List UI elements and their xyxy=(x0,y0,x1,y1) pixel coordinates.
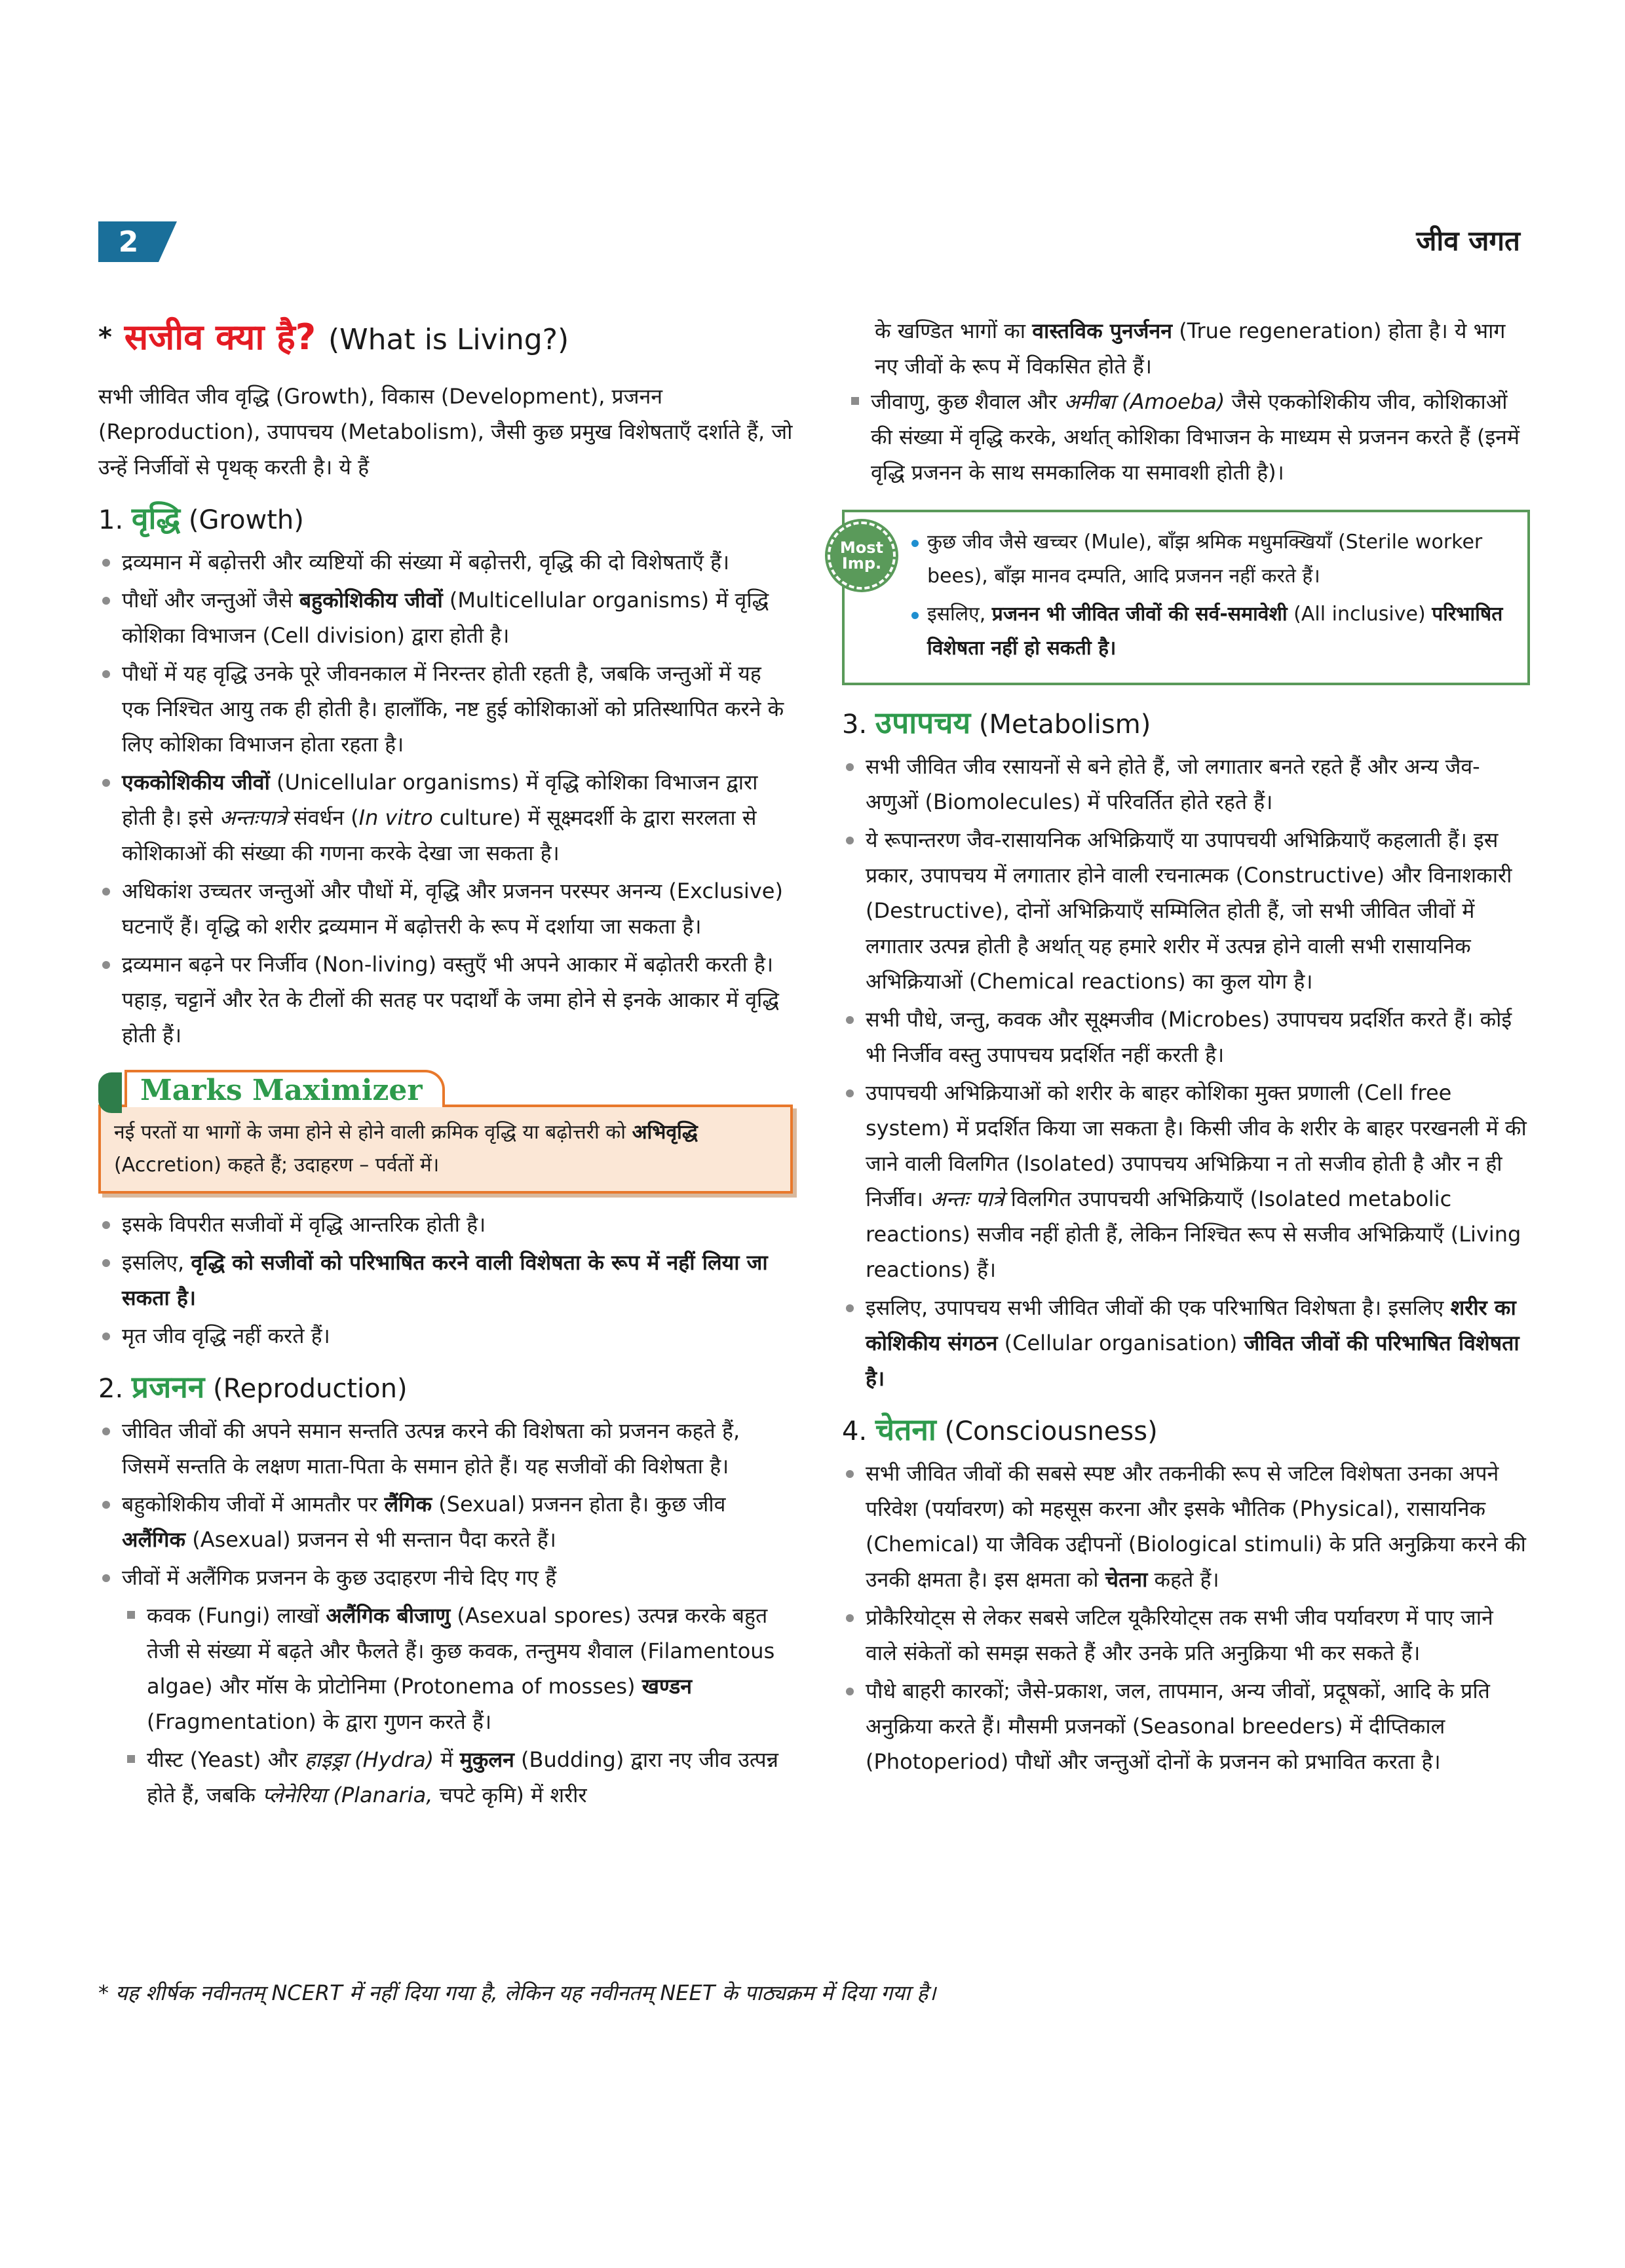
text-run: संवर्धन ( xyxy=(286,805,359,830)
bold-term: मुकुलन xyxy=(459,1747,514,1772)
italic-term: अन्तः पात्रे xyxy=(930,1186,1004,1211)
text-run: कहते हैं। xyxy=(1147,1567,1219,1592)
sub-list-item xyxy=(124,1742,793,1813)
text-run: (Accretion) कहते हैं; उदाहरण – पर्वतों में। xyxy=(114,1154,440,1177)
list-item xyxy=(98,582,793,653)
list-item: इसके विपरीत सजीवों में वृद्धि आन्तरिक होती है। xyxy=(98,1207,793,1242)
badge-text: Most xyxy=(839,539,884,557)
most-important-badge-icon xyxy=(828,521,896,590)
text-run: कवक (Fungi) लाखों xyxy=(147,1603,326,1628)
text-run: जीवाणु, कुछ शैवाल और xyxy=(871,389,1064,414)
text-run: (True regeneration) होता है। ये भाग नए जीवों के रूप में विकसित होते हैं। xyxy=(875,318,1506,379)
section-consciousness-title xyxy=(842,1410,1530,1450)
italic-term: प्लेनेरिया (Planaria, xyxy=(262,1783,433,1807)
text-run: नई परतों या भागों के जमा होने से होने वाली क्रमिक वृद्धि या बढ़ोत्तरी को xyxy=(114,1121,632,1144)
bold-term: लैंगिक xyxy=(384,1492,432,1517)
bold-term: परिभाषित विशेषता नहीं हो सकती है। xyxy=(927,603,1503,660)
list-item: सभी जीवित जीव रसायनों से बने होते हैं, जो लगातार बनते रहते हैं और अन्य जैव-अणुओं (Biomolecules) में परिवर्तित होते रहते हैं। xyxy=(842,749,1530,820)
section-title-hindi: उपापचय xyxy=(875,705,971,740)
list-item xyxy=(910,597,1514,666)
bold-term: अलैंगिक xyxy=(122,1527,186,1552)
section-title-english: (Consciousness) xyxy=(944,1416,1158,1446)
right-column xyxy=(839,313,1530,1782)
reproduction-list xyxy=(98,1413,793,1813)
bold-term: जीवित जीवों की परिभाषित विशेषता है। xyxy=(866,1331,1520,1391)
bold-term: प्रजनन भी जीवित जीवों की सर्व-समावेशी xyxy=(991,603,1288,626)
section-title-english: (Growth) xyxy=(188,505,304,535)
section-number: 1. xyxy=(98,505,124,535)
bold-term: खण्डन xyxy=(641,1674,692,1699)
text-run: यीस्ट (Yeast) और xyxy=(147,1747,305,1772)
italic-term: अन्तःपात्रे xyxy=(219,805,287,830)
title-english: (What is Living?) xyxy=(328,323,569,356)
page-number-tab xyxy=(98,221,159,262)
list-item: द्रव्यमान बढ़ने पर निर्जीव (Non-living) वस्तुएँ भी अपने आकार में बढ़ोतरी करती है। पहाड़, चट्टानें और रेत के टीलों की सतह पर पदार्थों के जमा होने से इनके आकार में वृद्धि होती हैं। xyxy=(98,947,793,1053)
italic-term: हाइड्रा (Hydra) xyxy=(304,1747,434,1772)
sub-list-item xyxy=(124,1598,793,1739)
list-item: द्रव्यमान में बढ़ोत्तरी और व्यष्टियों की संख्या में बढ़ोत्तरी, वृद्धि की दो विशेषताएँ हैं। xyxy=(98,544,793,580)
section-title-english: (Metabolism) xyxy=(978,709,1151,740)
list-item xyxy=(842,1456,1530,1597)
bold-term: अलैंगिक बीजाणु xyxy=(326,1603,451,1628)
section-growth-title xyxy=(98,499,793,539)
list-item xyxy=(98,765,793,871)
text-run: इसलिए, xyxy=(927,603,992,626)
bold-term: अभिवृद्धि xyxy=(632,1121,698,1144)
bold-term: एककोशिकीय जीवों xyxy=(122,770,270,795)
marks-maximizer-title: Marks Maximizer xyxy=(124,1070,445,1107)
list-item xyxy=(98,1245,793,1315)
text-run: (Unicellular organisms) में वृद्धि कोशिका विभाजन द्वारा होती है। इसे xyxy=(122,770,758,830)
most-important-list xyxy=(910,525,1514,666)
text-run: (All inclusive) xyxy=(1287,603,1432,626)
italic-term: In vitro xyxy=(358,805,433,830)
section-title-hindi: वृद्धि xyxy=(131,501,181,536)
metabolism-list xyxy=(842,749,1530,1396)
text-run: बहुकोशिकीय जीवों में आमतौर पर xyxy=(122,1492,385,1517)
section-title-hindi: प्रजनन xyxy=(131,1369,205,1405)
bold-term: वृद्धि को सजीवों को परिभाषित करने वाली विशेषता के रूप में नहीं लिया जा सकता है। xyxy=(122,1250,768,1310)
bold-term: शरीर का कोशिकीय संगठन xyxy=(866,1295,1516,1355)
title-hindi: सजीव क्या है? xyxy=(124,316,316,358)
footnote: * यह शीर्षक नवीनतम् NCERT में नहीं दिया गया है, लेकिन यह नवीनतम् NEET के पाठ्यक्रम में दिया गया है। xyxy=(98,1980,936,2005)
title-star: * xyxy=(98,322,112,352)
text-run: इसलिए, उपापचय सभी जीवित जीवों की एक परिभाषित विशेषता है। इसलिए xyxy=(866,1295,1451,1320)
growth-list-continued xyxy=(98,1207,793,1353)
marks-maximizer-box xyxy=(98,1070,793,1194)
left-column xyxy=(98,314,793,1815)
list-item: जीवित जीवों की अपने समान सन्तति उत्पन्न करने की विशेषता को प्रजनन कहते हैं, जिसमें सन्तति के लक्षण माता-पिता के समान होते हैं। यह सजीवों की विशेषता है। xyxy=(98,1413,793,1484)
section-number: 3. xyxy=(842,709,868,740)
text-run: (Asexual spores) उत्पन्न करके बहुत तेजी से संख्या में बढ़ते और फैलते हैं। कुछ कवक, तन्तुमय शैवाल (Filamentous algae) और मॉस के प्रोटोनिमा (Protonema of mosses) xyxy=(147,1603,775,1699)
list-item: मृत जीव वृद्धि नहीं करते हैं। xyxy=(98,1318,793,1353)
bold-term: बहुकोशिकीय जीवों xyxy=(299,588,443,613)
text-run: (Cellular organisation) xyxy=(997,1331,1244,1355)
list-item xyxy=(842,1290,1530,1396)
text-run: (Asexual) प्रजनन से भी सन्तान पैदा करते हैं। xyxy=(185,1527,556,1552)
text-run: (Budding) द्वारा नए जीव उत्पन्न होते हैं, जबकि xyxy=(147,1747,778,1807)
text-run: चपटे कृमि) में शरीर xyxy=(432,1783,587,1807)
consciousness-list xyxy=(842,1456,1530,1779)
text-run: (Fragmentation) के द्वारा गुणन करते हैं। xyxy=(147,1709,492,1734)
list-item: प्रोकैरियोट्स से लेकर सबसे जटिल यूकैरियोट्स तक सभी जीव पर्यावरण में पाए जाने वाले संकेतों को समझ सकते हैं और उनके प्रति अनुक्रिया भी कर सकते हैं। xyxy=(842,1600,1530,1671)
text-run: उपापचयी अभिक्रियाओं को शरीर के बाहर कोशिका मुक्त प्रणाली (Cell free system) में प्रदर्शित किया जा सकता है। किसी जीव के शरीर के बाहर परखनली में की जाने वाली विलगित (Isolated) उपापचय अभिक्रिया न तो सजीव होती है और न ही निर्जीव। xyxy=(866,1080,1527,1211)
text-run: culture) में सूक्ष्मदर्शी के द्वारा सरलता से कोशिकाओं की संख्या की गणना करके देखा जा सकता है। xyxy=(122,805,757,865)
flag-icon xyxy=(98,1072,122,1113)
intro-paragraph: सभी जीवित जीव वृद्धि (Growth), विकास (Development), प्रजनन (Reproduction), उपापचय (Metabolism), जैसी कुछ प्रमुख विशेषताएँ दर्शाते हैं, जो उन्हें निर्जीवों से पृथक् करती है। ये हैं xyxy=(98,384,793,480)
text-run: विलगित उपापचयी अभिक्रियाएँ (Isolated metabolic reactions) सजीव नहीं होती हैं, लेकिन निश्चित रूप से सजीव अभिक्रियाएँ (Living reactions) हैं। xyxy=(866,1186,1521,1282)
list-item: ये रूपान्तरण जैव-रासायनिक अभिक्रियाएँ या उपापचयी अभिक्रियाएँ कहलाती हैं। इस प्रकार, उपापचय में लगातार होने वाली रचनात्मक (Constructive) और विनाशकारी (Destructive), दोनों अभिक्रियाएँ सम्मिलित होती हैं, जो सभी जीवित जीवों में लगातार उत्पन्न होती है अर्थात् यह हमारे शरीर में उत्पन्न होने वाली सभी रासायनिक अभिक्रियाओं (Chemical reactions) का कुल योग है। xyxy=(842,822,1530,999)
sub-list-item xyxy=(849,384,1530,490)
list-item: सभी पौधे, जन्तु, कवक और सूक्ष्मजीव (Microbes) उपापचय प्रदर्शित करते हैं। कोई भी निर्जीव वस्तु उपापचय प्रदर्शित नहीं करती है। xyxy=(842,1002,1530,1072)
text-run: इसलिए, xyxy=(122,1250,191,1275)
page-number: 2 xyxy=(118,225,139,259)
main-title xyxy=(98,314,793,363)
section-reproduction-title xyxy=(98,1368,793,1408)
text-run: पौधों और जन्तुओं जैसे xyxy=(122,588,299,613)
text-run: में xyxy=(434,1747,460,1772)
section-number: 2. xyxy=(98,1374,124,1404)
list-item: कुछ जीव जैसे खच्चर (Mule), बाँझ श्रमिक मधुमक्खियाँ (Sterile worker bees), बाँझ मानव दम्पति, आदि प्रजनन नहीं करते हैं। xyxy=(910,525,1514,594)
section-number: 4. xyxy=(842,1416,868,1446)
list-item: पौधों में यह वृद्धि उनके पूरे जीवनकाल में निरन्तर होती रहती है, जबकि जन्तुओं में यह एक निश्चित आयु तक ही होती है। हालाँकि, नष्ट हुई कोशिकाओं को प्रतिस्थापित करने के लिए कोशिका विभाजन होता रहता है। xyxy=(98,656,793,762)
text-run: सभी जीवित जीवों की सबसे स्पष्ट और तकनीकी रूप से जटिल विशेषता उनका अपने परिवेश (पर्यावरण) को महसूस करना और इसके भौतिक (Physical), रासायनिक (Chemical) या जैविक उद्दीपनों (Biological stimuli) के प्रति अनुक्रिया करने की उनकी क्षमता है। इस क्षमता को xyxy=(866,1461,1526,1592)
section-metabolism-title xyxy=(842,704,1530,744)
text-run: (Sexual) प्रजनन होता है। कुछ जीव xyxy=(432,1492,726,1517)
section-title-hindi: चेतना xyxy=(875,1412,936,1447)
list-item xyxy=(842,1075,1530,1287)
list-item: जीवों में अलैंगिक प्रजनन के कुछ उदाहरण नीचे दिए गए हैं xyxy=(98,1560,793,1595)
reproduction-list-continued xyxy=(842,384,1530,490)
text-run: (Multicellular organisms) में वृद्धि कोशिका विभाजन (Cell division) द्वारा होती है। xyxy=(122,588,769,648)
most-important-box xyxy=(839,510,1530,685)
text-run: के खण्डित भागों का xyxy=(875,318,1033,343)
text-run: जैसे एककोशिकीय जीव, कोशिकाओं की संख्या में वृद्धि करके, अर्थात् कोशिका विभाजन के माध्यम से प्रजनन करते हैं (इनमें वृद्धि प्रजनन के साथ समकालिक या समावशी होती है)। xyxy=(871,389,1520,485)
list-item xyxy=(98,1486,793,1557)
bold-term: चेतना xyxy=(1105,1567,1148,1592)
italic-term: अमीबा (Amoeba) xyxy=(1063,389,1225,414)
running-title: जीव जगत xyxy=(1416,225,1520,257)
continued-paragraph xyxy=(842,313,1530,384)
marks-maximizer-body xyxy=(98,1105,793,1194)
list-item: पौधे बाहरी कारकों; जैसे-प्रकाश, जल, तापमान, अन्य जीवों, प्रदूषकों, आदि के प्रति अनुक्रिया करते हैं। मौसमी प्रजनकों (Seasonal breeders) में दीप्तिकाल (Photoperiod) पौधों और जन्तुओं दोनों के प्रजनन को प्रभावित करता है। xyxy=(842,1673,1530,1779)
bold-term: वास्तविक पुनर्जनन xyxy=(1032,318,1173,343)
growth-list xyxy=(98,544,793,1053)
section-title-english: (Reproduction) xyxy=(212,1374,408,1404)
list-item: अधिकांश उच्चतर जन्तुओं और पौधों में, वृद्धि और प्रजनन परस्पर अनन्य (Exclusive) घटनाएँ हैं। वृद्धि को शरीर द्रव्यमान में बढ़ोत्तरी के रूप में दर्शाया जा सकता है। xyxy=(98,873,793,944)
badge-text: Imp. xyxy=(841,554,882,573)
